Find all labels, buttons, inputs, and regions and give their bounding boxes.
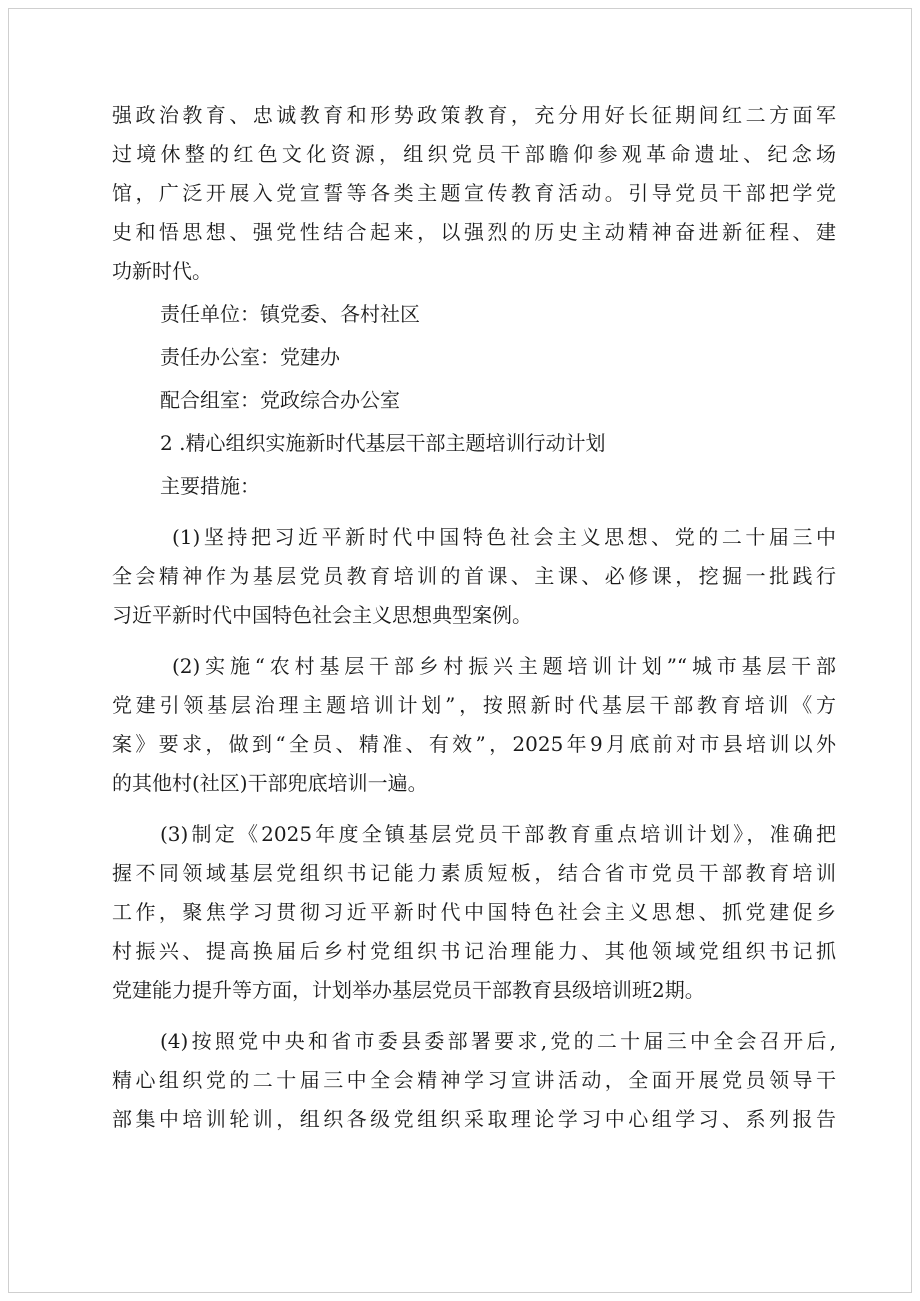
document-body — [112, 96, 836, 1139]
intro-paragraph — [112, 96, 836, 291]
measure-4-paragraph — [112, 1022, 836, 1139]
paragraph-line: 工作，聚焦学习贯彻习近平新时代中国特色社会主义思想、抓党建促乡 — [112, 900, 836, 924]
paragraph-line: (2)实施“农村基层干部乡村振兴主题培训计划”“城市基层干部 — [172, 654, 836, 678]
paragraph-line: 案》要求，做到“全员、精准、有效”，2025年9月底前对市县培训以外 — [112, 732, 836, 756]
paragraph-line: 习近平新时代中国特色社会主义思想典型案例。 — [112, 603, 532, 627]
paragraph-line: 馆，广泛开展入党宣誓等各类主题宣传教育活动。引导党员干部把学党 — [112, 181, 836, 205]
paragraph-line: 过境休整的红色文化资源，组织党员干部瞻仰参观革命遗址、纪念场 — [112, 142, 836, 166]
main-measures-label: 主要措施： — [160, 474, 260, 498]
paragraph-line: (3)制定《2025年度全镇基层党员干部教育重点培训计划》，准确把 — [160, 822, 836, 846]
paragraph-line: 功新时代。 — [112, 259, 212, 283]
paragraph-line: 强政治教育、忠诚教育和形势政策教育，充分用好长征期间红二方面军 — [112, 103, 836, 127]
measure-2-paragraph — [112, 647, 836, 803]
paragraph-line: (1)坚持把习近平新时代中国特色社会主义思想、党的二十届三中 — [172, 525, 836, 549]
cooperating-office: 配合组室：党政综合办公室 — [160, 388, 400, 412]
paragraph-line: 部集中培训轮训，组织各级党组织采取理论学习中心组学习、系列报告 — [112, 1107, 836, 1131]
paragraph-line: 握不同领域基层党组织书记能力素质短板，结合省市党员干部教育培训 — [112, 861, 836, 885]
paragraph-line: 全会精神作为基层党员教育培训的首课、主课、必修课，挖掘一批践行 — [112, 564, 836, 588]
paragraph-line: 的其他村(社区)干部兜底培训一遍。 — [112, 771, 428, 795]
section-heading: 2 .精心组织实施新时代基层干部主题培训行动计划 — [160, 431, 606, 455]
measure-3-paragraph — [112, 815, 836, 1010]
paragraph-line: 党建引领基层治理主题培训计划”，按照新时代基层干部教育培训《方 — [112, 693, 836, 717]
paragraph-line: 史和悟思想、强党性结合起来，以强烈的历史主动精神奋进新征程、建 — [112, 220, 836, 244]
paragraph-line: (4)按照党中央和省市委县委部署要求,党的二十届三中全会召开后, — [160, 1029, 836, 1053]
paragraph-line: 村振兴、提高换届后乡村党组织书记治理能力、其他领域党组织书记抓 — [112, 939, 836, 963]
paragraph-line: 精心组织党的二十届三中全会精神学习宣讲活动，全面开展党员领导干 — [112, 1068, 836, 1092]
measure-1-paragraph — [112, 518, 836, 635]
paragraph-line: 党建能力提升等方面，计划举办基层党员干部教育县级培训班2期。 — [112, 978, 705, 1002]
responsible-unit: 责任单位：镇党委、各村社区 — [160, 302, 420, 326]
responsible-office: 责任办公室：党建办 — [160, 345, 340, 369]
